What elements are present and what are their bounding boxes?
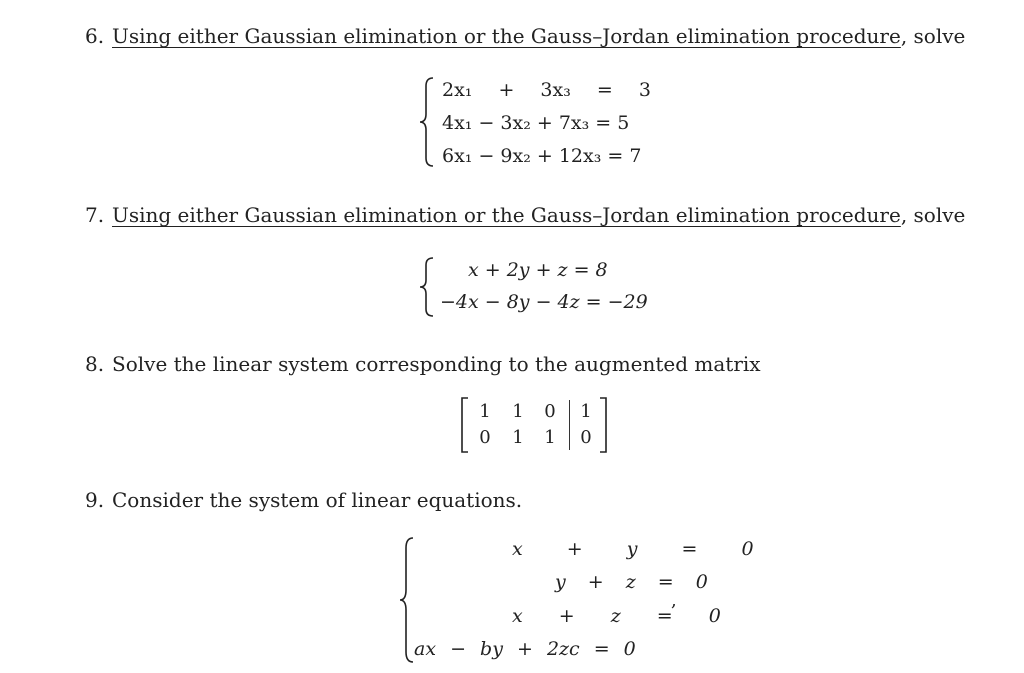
problem-7-text: Using either Gaussian elimination or the Gauss–Jordan elimination procedure xyxy=(112,203,901,227)
problem-7-statement xyxy=(85,203,965,227)
problem-9-trailing-comma: , xyxy=(671,590,677,611)
problem-7-number: 7. xyxy=(85,203,105,227)
problem-8-number: 8. xyxy=(85,352,105,376)
matrix-cell-r1c3: 0 xyxy=(544,401,556,422)
matrix-cell-r2c2: 1 xyxy=(512,427,524,448)
problem-7-tail: , solve xyxy=(900,203,966,227)
matrix-cell-r1c2: 1 xyxy=(512,401,524,422)
matrix-cell-r1c4: 1 xyxy=(580,401,592,422)
problem-7-left-brace xyxy=(418,256,436,318)
problem-6-equation-3: 6x₁ − 9x₂ + 12x₃ = 7 xyxy=(442,145,642,167)
problem-6-left-brace xyxy=(418,76,436,168)
problem-6-statement xyxy=(85,24,965,48)
matrix-cell-r2c3: 1 xyxy=(544,427,556,448)
matrix-cell-r2c1: 0 xyxy=(479,427,491,448)
problem-6-number: 6. xyxy=(85,24,105,48)
problem-8-statement xyxy=(85,352,761,376)
problem-9-equation-1: x + y = 0 xyxy=(512,538,754,560)
matrix-left-bracket xyxy=(460,397,470,453)
problem-7-equation-1: x + 2y + z = 8 xyxy=(468,259,608,281)
problem-9-statement xyxy=(85,488,522,512)
problem-9-equation-2: y + z = 0 xyxy=(555,571,708,593)
problem-9-number: 9. xyxy=(85,488,105,512)
problem-6-equation-2: 4x₁ − 3x₂ + 7x₃ = 5 xyxy=(442,112,630,134)
matrix-right-bracket xyxy=(598,397,608,453)
matrix-cell-r2c4: 0 xyxy=(580,427,592,448)
problem-9-equation-3: x + z = 0 xyxy=(512,605,721,627)
problem-8-text: Solve the linear system corresponding to the augmented matrix xyxy=(112,352,761,376)
problem-9-equation-4: ax − by + 2zc = 0 xyxy=(414,638,636,660)
problem-6-text: Using either Gaussian elimination or the Gauss–Jordan elimination procedure xyxy=(112,24,901,48)
problem-9-text: Consider the system of linear equations. xyxy=(112,488,523,512)
problem-6-equation-1: 2x₁ + 3x₃ = 3 xyxy=(442,79,651,101)
matrix-augment-divider xyxy=(569,400,570,450)
problem-7-equation-2: −4x − 8y − 4z = −29 xyxy=(440,291,648,313)
problem-6-tail: , solve xyxy=(900,24,966,48)
matrix-cell-r1c1: 1 xyxy=(479,401,491,422)
